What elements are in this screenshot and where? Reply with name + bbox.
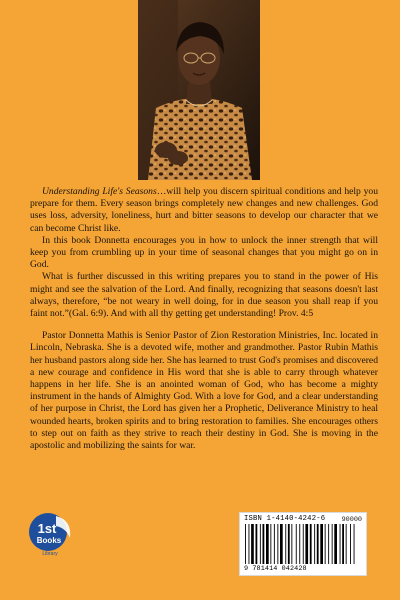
isbn-label: ISBN 1-4140-4242-6: [244, 515, 326, 523]
price-code: 90000: [341, 516, 362, 524]
barcode-number: 9 781414 042428: [244, 565, 307, 573]
barcode-bar: [245, 524, 246, 564]
isbn-barcode: [239, 512, 367, 576]
barcode-bar: [249, 524, 250, 564]
barcode-bar: [291, 524, 292, 564]
description-paragraph-1: [30, 186, 378, 235]
barcode-bar: [277, 524, 278, 564]
book-title-italic: Understanding Life's Seasons: [42, 186, 157, 197]
barcode-bar: [256, 524, 258, 564]
barcode-bar: [274, 524, 275, 564]
barcode-bar: [350, 524, 351, 564]
author-bio-paragraph: Pastor Donnetta Mathis is Senior Pastor of Zion Restoration Ministries, Inc. located in Lincoln, Nebraska. She is a devoted wife, mother and grandmother. Pastor Rubin Mathis her husband pastors along side her. She has learned to trust God's promises and discovered a new courage and confidence in His word that she is able to carry through whatever happens in her life. She is an anointed woman of God, who has become a mighty instrument in the hands of Almighty God. With a love for God, and a clear understanding of her purpose in Christ, the Lord has given her a Prophetic, Deliverance Ministry to heal wounded hearts, broken spirits and to bring restoration to families. She encourages others to step out on faith as they strive to reach their destiny in God. She is moving in the apostolic and mobilizing the saints for war.: [30, 330, 378, 452]
barcode-bar: [332, 524, 333, 564]
barcode-bar: [263, 524, 265, 564]
barcode-bar: [285, 524, 286, 564]
barcode-bar: [340, 524, 341, 564]
author-photo: [138, 0, 260, 180]
barcode-graphic: [244, 524, 362, 564]
barcode-bar: [314, 524, 315, 564]
author-portrait-image: [138, 0, 260, 180]
barcode-bars: [244, 524, 362, 564]
barcode-bar: [270, 524, 271, 564]
barcode-bar: [328, 524, 329, 564]
description-paragraph-3: What is further discussed in this writing prepares you to stand in the power of His might and see the salvation of the Lord. And finally, recognizing that seasons doesn't last always, therefore, “be not weary in well doing, for in due season you shall reap if you faint not.”(Gal. 6:9). And with all thy getting get understanding! Prov. 4:5: [30, 271, 378, 320]
barcode-bar: [320, 524, 323, 564]
description-paragraph-1-rest: …will help you discern spiritual conditions and help you prepare for them. Every season brings completely new changes and new challenges. God uses loss, adversity, loneliness, hurt and bitter seasons to develop our character that we can become Christ like.: [30, 186, 378, 234]
barcode-bar: [317, 524, 319, 564]
barcode-bar: [346, 524, 347, 564]
barcode-bar: [280, 524, 283, 564]
barcode-bar: [303, 524, 304, 564]
barcode-bar: [299, 524, 300, 564]
barcode-bar: [266, 524, 269, 564]
barcode-bar: [310, 524, 312, 564]
publisher-logo: [26, 508, 76, 558]
barcode-bar: [288, 524, 290, 564]
barcode-bar: [334, 524, 337, 564]
barcode-bar: [325, 524, 326, 564]
barcode-bar: [342, 524, 344, 564]
barcode-bar: [354, 524, 355, 564]
logo-tag-text: Library: [42, 551, 58, 557]
barcode-bar: [305, 524, 308, 564]
logo-main-text: 1st: [37, 521, 57, 536]
logo-sub-text: Books: [36, 536, 62, 545]
publisher-logo-mark: [26, 508, 76, 558]
barcode-bar: [296, 524, 297, 564]
description-paragraph-2: In this book Donnetta encourages you in how to unlock the inner strength that will keep you from crumbling up in your time of seasonal changes that you might go on in God.: [30, 234, 378, 271]
barcode-bar: [260, 524, 261, 564]
back-cover-text: [30, 186, 378, 452]
barcode-bar: [251, 524, 254, 564]
